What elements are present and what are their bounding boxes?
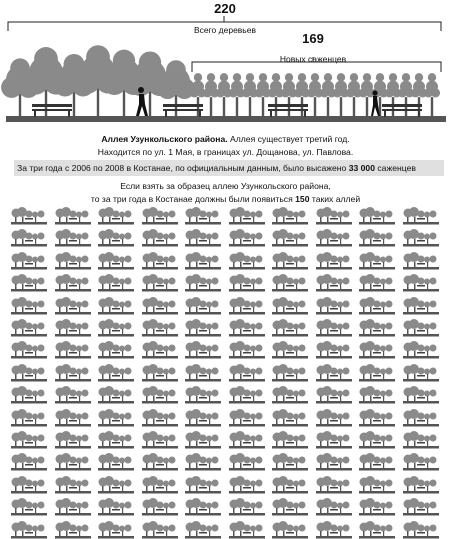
alley-icon <box>185 252 221 270</box>
alley-icon <box>98 476 134 494</box>
alley-icon <box>55 386 91 404</box>
alley-icon <box>142 252 178 270</box>
alley-icon <box>403 319 439 337</box>
new-saplings-label: Новых саженцев <box>279 54 347 64</box>
alley-icon <box>185 297 221 315</box>
alley-icon <box>185 229 221 247</box>
alley-icon <box>142 431 178 449</box>
alley-icon <box>272 229 308 247</box>
alley-icon <box>229 364 265 382</box>
alley-icon <box>229 207 265 225</box>
caption-location: Находится по ул. 1 Мая, в границах ул. Дощанова, ул. Павлова. <box>97 147 354 157</box>
alley-icon <box>55 498 91 516</box>
alley-icon <box>272 297 308 315</box>
stat-unit: саженцев <box>375 163 416 173</box>
alley-icon <box>11 521 47 539</box>
alley-icon <box>403 274 439 292</box>
alley-icon <box>272 498 308 516</box>
caption-title-rest: Аллея существует третий год. <box>227 134 350 144</box>
alley-icon <box>98 409 134 427</box>
alley-icon <box>142 521 178 539</box>
alley-icon <box>142 274 178 292</box>
alley-icon <box>229 319 265 337</box>
alley-icon <box>11 431 47 449</box>
alley-icon <box>229 386 265 404</box>
alley-icon <box>98 431 134 449</box>
alley-icon <box>229 274 265 292</box>
alley-icon <box>403 521 439 539</box>
alley-icon <box>55 431 91 449</box>
alley-icon <box>142 229 178 247</box>
alley-icon <box>359 431 395 449</box>
alley-icon <box>55 341 91 359</box>
alley-icon <box>98 207 134 225</box>
alley-icon <box>359 409 395 427</box>
alley-icon <box>55 521 91 539</box>
stat-text: За три года с 2006 по 2008 в Костанае, по официальным данным, было высажено <box>17 163 349 173</box>
alley-icon <box>185 341 221 359</box>
alley-icon <box>185 386 221 404</box>
alley-icon <box>185 521 221 539</box>
alley-icon <box>229 252 265 270</box>
alley-icon <box>403 364 439 382</box>
alley-icon <box>272 341 308 359</box>
alley-icon <box>11 453 47 471</box>
alley-icon <box>11 207 47 225</box>
alley-icon <box>403 386 439 404</box>
alley-icon <box>316 229 352 247</box>
alley-icon <box>272 386 308 404</box>
alley-icon <box>142 207 178 225</box>
comparison-unit: таких аллей <box>309 194 361 204</box>
alley-icon <box>316 453 352 471</box>
alley-icon <box>316 521 352 539</box>
new-saplings-count: 169 <box>302 31 324 46</box>
alley-icon <box>11 274 47 292</box>
alley-icon <box>272 476 308 494</box>
alley-icon <box>316 207 352 225</box>
alley-icon <box>142 453 178 471</box>
alley-icon <box>185 207 221 225</box>
alley-icon <box>359 364 395 382</box>
alley-icon <box>11 386 47 404</box>
alley-icon <box>55 207 91 225</box>
alley-icon <box>229 498 265 516</box>
alley-icon <box>403 207 439 225</box>
alley-icon <box>403 476 439 494</box>
alley-icon <box>55 364 91 382</box>
alley-icon <box>55 274 91 292</box>
alley-icon <box>55 297 91 315</box>
alley-icon <box>316 364 352 382</box>
alley-icon <box>403 498 439 516</box>
alley-icon <box>229 453 265 471</box>
alley-icon <box>359 319 395 337</box>
alley-icon <box>229 521 265 539</box>
alley-icon <box>55 319 91 337</box>
alley-icon <box>185 498 221 516</box>
alley-icon <box>359 341 395 359</box>
alley-icon <box>316 297 352 315</box>
caption-title: Аллея Узункольского района. <box>101 134 228 144</box>
alley-icon <box>11 409 47 427</box>
alley-icon <box>98 274 134 292</box>
alley-icon <box>229 341 265 359</box>
alley-icon <box>11 364 47 382</box>
total-trees-count: 220 <box>214 1 236 16</box>
alley-icon <box>98 341 134 359</box>
alley-icon <box>272 453 308 471</box>
alley-icon <box>272 252 308 270</box>
alley-icon <box>316 476 352 494</box>
alley-icon <box>185 453 221 471</box>
comparison-line-2: то за три года в Костанае должны были появиться <box>90 194 296 204</box>
alley-icon <box>55 409 91 427</box>
alley-icon <box>98 364 134 382</box>
alley-icon <box>359 207 395 225</box>
alley-icon <box>11 341 47 359</box>
alley-icon <box>316 409 352 427</box>
alley-icon <box>316 386 352 404</box>
alley-icon <box>359 386 395 404</box>
alley-icon <box>98 498 134 516</box>
alley-icon <box>272 431 308 449</box>
alley-icon <box>142 498 178 516</box>
alley-icon <box>185 364 221 382</box>
alley-icon <box>403 229 439 247</box>
stat-number: 33 000 <box>348 163 375 173</box>
comparison-number: 150 <box>295 194 310 204</box>
alley-icon <box>316 274 352 292</box>
alley-icon <box>272 319 308 337</box>
alley-icon <box>142 319 178 337</box>
alley-icon <box>55 476 91 494</box>
alley-icon <box>359 476 395 494</box>
alley-icon <box>316 252 352 270</box>
alley-icon <box>55 453 91 471</box>
alley-icon <box>403 431 439 449</box>
alley-icon <box>185 409 221 427</box>
alley-icon <box>98 319 134 337</box>
alley-icon <box>272 521 308 539</box>
alley-icon <box>403 252 439 270</box>
alley-icon <box>55 229 91 247</box>
alley-icon <box>359 521 395 539</box>
alley-icon <box>359 297 395 315</box>
alley-icon <box>359 274 395 292</box>
alley-icon <box>142 386 178 404</box>
alley-icon <box>185 274 221 292</box>
alley-icon <box>11 252 47 270</box>
comparison-line-1: Если взять за образец аллею Узункольского района, <box>120 181 331 191</box>
alley-icon <box>11 297 47 315</box>
alley-icon <box>98 521 134 539</box>
total-trees-label: Всего деревьев <box>194 25 256 35</box>
alley-icon <box>98 229 134 247</box>
alley-icon <box>142 364 178 382</box>
alley-icon <box>359 229 395 247</box>
alley-icon <box>229 297 265 315</box>
alley-icon <box>229 476 265 494</box>
alley-icon <box>359 498 395 516</box>
alley-icon <box>403 341 439 359</box>
alley-icon <box>98 386 134 404</box>
alley-icon <box>359 453 395 471</box>
alley-icon <box>185 319 221 337</box>
alley-icon <box>359 252 395 270</box>
alley-icon <box>142 297 178 315</box>
alley-icon <box>11 229 47 247</box>
alley-icon <box>229 431 265 449</box>
alley-icon <box>272 364 308 382</box>
alley-icon <box>185 431 221 449</box>
alley-icon <box>11 476 47 494</box>
alley-icon <box>185 476 221 494</box>
alley-icon <box>229 409 265 427</box>
alley-icon <box>98 297 134 315</box>
alley-icon <box>272 207 308 225</box>
alley-icon <box>142 409 178 427</box>
alley-icon <box>403 453 439 471</box>
alley-icon <box>11 498 47 516</box>
alley-icon <box>142 476 178 494</box>
alley-icon <box>403 297 439 315</box>
alley-icon <box>316 431 352 449</box>
alley-icon <box>98 252 134 270</box>
alley-icon <box>272 409 308 427</box>
alley-icon <box>316 319 352 337</box>
alley-icon <box>98 453 134 471</box>
alley-icon <box>11 319 47 337</box>
alley-icon <box>229 229 265 247</box>
alley-icon <box>316 498 352 516</box>
alley-icon <box>55 252 91 270</box>
alley-icon <box>142 341 178 359</box>
alley-icon <box>316 341 352 359</box>
alley-icon <box>403 409 439 427</box>
alley-icon <box>272 274 308 292</box>
